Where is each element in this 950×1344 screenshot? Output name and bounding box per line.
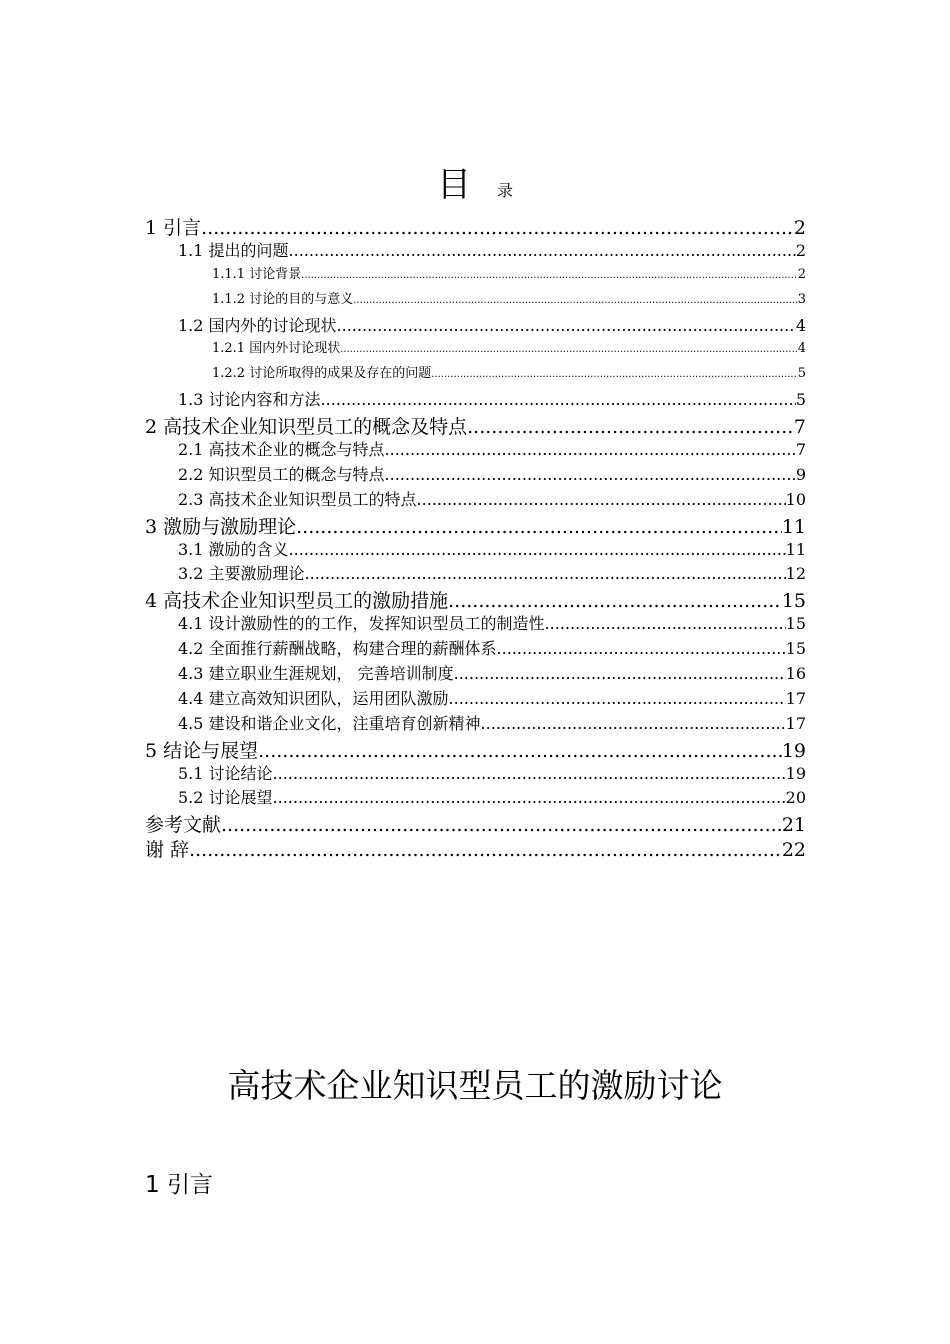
toc-page-number: 15 — [785, 639, 806, 659]
toc-entry[interactable] — [145, 736, 806, 761]
toc-page-number: 12 — [785, 564, 806, 584]
toc-entry[interactable] — [145, 636, 806, 661]
toc-entry-text: 2.2 知识型员工的概念与特点 — [178, 464, 385, 484]
toc-entry-text: 参考文献 — [145, 814, 222, 837]
toc-dot-leader — [431, 366, 798, 381]
toc-entry-text: 4 高技术企业知识型员工的激励措施 — [145, 590, 449, 613]
toc-page-number: 15 — [785, 614, 806, 634]
toc-page-number: 5 — [795, 390, 806, 410]
toc-entry-text: 2.1 高技术企业的概念与特点 — [178, 440, 385, 460]
toc-page-number: 4 — [795, 315, 806, 335]
toc-entry[interactable] — [145, 462, 806, 487]
toc-page-number: 21 — [781, 814, 806, 837]
toc-entry[interactable] — [145, 661, 806, 686]
toc-entry-text: 1.1.2 讨论的目的与意义 — [212, 291, 354, 307]
toc-dot-leader — [337, 316, 796, 335]
table-of-contents — [145, 213, 806, 860]
toc-entry[interactable] — [145, 238, 806, 263]
toc-dot-leader — [258, 740, 782, 762]
toc-page-number: 11 — [785, 539, 806, 559]
toc-entry-text: 1 引言 — [145, 217, 202, 239]
toc-entry-text: 4.1 设计激励性的的工作，发挥知识型员工的制造性 — [178, 614, 545, 634]
toc-page-number: 9 — [795, 464, 806, 484]
toc-entry-text: 谢 辞 — [145, 839, 190, 862]
toc-page-number: 17 — [785, 688, 806, 708]
toc-entry-text: 2.3 高技术企业知识型员工的特点 — [178, 489, 417, 509]
toc-page-number: 19 — [781, 739, 806, 762]
toc-dot-leader — [353, 292, 798, 307]
toc-entry-text: 3.1 激励的含义 — [178, 539, 289, 559]
toc-entry-text: 1.2 国内外的讨论现状 — [178, 315, 337, 335]
toc-dot-leader — [321, 390, 796, 409]
toc-dot-leader — [385, 440, 796, 459]
toc-page-number: 20 — [785, 788, 806, 808]
toc-page-number: 11 — [781, 515, 806, 538]
toc-page-number: 7 — [793, 416, 806, 439]
toc-dot-leader — [189, 839, 782, 861]
toc-page-number: 17 — [785, 713, 806, 733]
toc-entry[interactable] — [145, 686, 806, 711]
toc-entry[interactable] — [145, 437, 806, 462]
toc-page-number: 3 — [797, 291, 806, 307]
toc-page-number: 16 — [785, 664, 806, 684]
toc-dot-leader — [273, 764, 786, 783]
toc-entry[interactable] — [145, 362, 806, 387]
toc-entry-text: 3 激励与激励理论 — [145, 515, 297, 538]
toc-entry-text: 4.3 建立职业生涯规划， 完善培训制度 — [178, 664, 454, 684]
toc-page-number: 2 — [795, 240, 806, 260]
toc-entry[interactable] — [145, 337, 806, 362]
toc-page-number: 7 — [795, 440, 806, 460]
toc-dot-leader — [201, 217, 794, 239]
toc-entry-text: 5 结论与展望 — [145, 739, 259, 762]
toc-dot-leader — [273, 788, 786, 807]
toc-entry-text: 1.1.1 讨论背景 — [212, 266, 302, 282]
toc-page-number: 4 — [797, 341, 806, 357]
toc-title-main: 目 — [436, 165, 471, 205]
toc-dot-leader — [449, 689, 786, 708]
toc-entry[interactable] — [145, 512, 806, 537]
toc-title — [0, 165, 950, 205]
toc-entry[interactable] — [145, 785, 806, 810]
toc-entry-text: 5.1 讨论结论 — [178, 763, 273, 783]
toc-page-number: 19 — [785, 763, 806, 783]
toc-entry-text: 1.2.2 讨论所取得的成果及存在的问题 — [212, 366, 432, 382]
toc-entry[interactable] — [145, 810, 806, 835]
toc-dot-leader — [340, 341, 798, 356]
toc-dot-leader — [289, 241, 796, 260]
toc-page-number: 10 — [785, 489, 806, 509]
toc-entry-text: 1.1 提出的问题 — [178, 240, 289, 260]
toc-dot-leader — [481, 714, 786, 733]
toc-entry[interactable] — [145, 711, 806, 736]
toc-entry[interactable] — [145, 761, 806, 786]
toc-dot-leader — [296, 516, 782, 538]
toc-entry[interactable] — [145, 561, 806, 586]
toc-dot-leader — [454, 664, 786, 683]
toc-page-number: 22 — [781, 839, 806, 862]
toc-entry-text: 4.2 全面推行薪酬战略，构建合理的薪酬体系 — [178, 639, 497, 659]
toc-entry[interactable] — [145, 387, 806, 412]
toc-dot-leader — [385, 465, 796, 484]
toc-entry[interactable] — [145, 412, 806, 437]
toc-entry[interactable] — [145, 611, 806, 636]
toc-entry-text: 1.2.1 国内外讨论现状 — [212, 341, 341, 357]
toc-entry-text: 4.4 建立高效知识团队，运用团队激励 — [178, 688, 449, 708]
toc-title-sub: 录 — [496, 181, 513, 200]
toc-dot-leader — [448, 590, 782, 612]
document-title: 高技术企业知识型员工的激励讨论 — [227, 1066, 723, 1105]
toc-entry[interactable] — [145, 213, 806, 238]
toc-entry[interactable] — [145, 586, 806, 611]
toc-entry[interactable] — [145, 835, 806, 860]
toc-page-number: 5 — [797, 366, 806, 382]
toc-page-number: 15 — [781, 590, 806, 613]
toc-entry-text: 2 高技术企业知识型员工的概念及特点 — [145, 416, 468, 439]
toc-entry[interactable] — [145, 263, 806, 288]
toc-dot-leader — [497, 639, 786, 658]
toc-entry-text: 3.2 主要激励理论 — [178, 564, 305, 584]
toc-dot-leader — [221, 814, 782, 836]
toc-entry-text: 1.3 讨论内容和方法 — [178, 390, 321, 410]
toc-page-number: 2 — [797, 266, 806, 282]
toc-dot-leader — [545, 614, 786, 633]
section-heading: 1 引言 — [145, 1172, 213, 1198]
toc-page-number: 2 — [793, 217, 806, 239]
toc-dot-leader — [301, 267, 798, 282]
toc-entry-text: 4.5 建设和谐企业文化，注重培育创新精神 — [178, 713, 481, 733]
toc-entry[interactable] — [145, 537, 806, 562]
toc-entry-text: 5.2 讨论展望 — [178, 788, 273, 808]
toc-dot-leader — [289, 540, 786, 559]
toc-dot-leader — [467, 416, 794, 438]
toc-entry[interactable] — [145, 487, 806, 512]
toc-entry[interactable] — [145, 313, 806, 338]
toc-dot-leader — [305, 564, 786, 583]
toc-entry[interactable] — [145, 288, 806, 313]
toc-dot-leader — [417, 490, 786, 509]
